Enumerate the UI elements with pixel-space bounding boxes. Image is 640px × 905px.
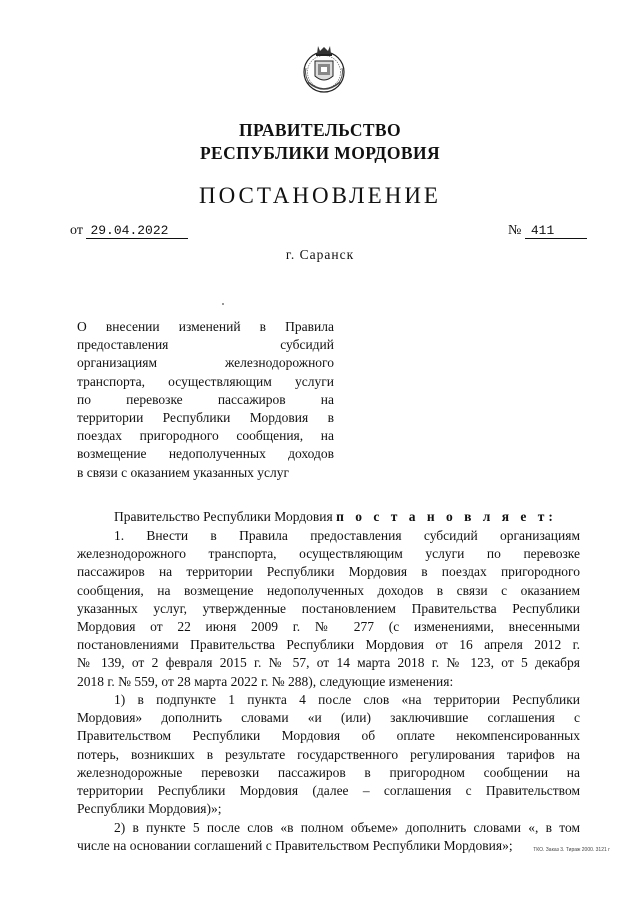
paragraph-line: 1) в подпункте 1 пункта 4 после слов «на территории Республики: [114, 692, 580, 707]
government-title-line2: РЕСПУБЛИКИ МОРДОВИЯ: [199, 143, 441, 163]
subject-line: в связи с оказанием указанных услуг: [77, 464, 290, 480]
paragraph-line: 2018 г. № 559, от 28 марта 2022 г. № 288), следующие изменения:: [77, 673, 454, 689]
paragraph-line: железнодорожные перевозки пассажиров в пригородном сообщении на: [77, 764, 580, 780]
intro-line: [114, 508, 557, 526]
document-number: 411: [525, 224, 587, 239]
paragraph-line: железнодорожного транспорта, осуществляющим услуги по перевозке: [77, 546, 580, 562]
paragraph-line: территории Республики Мордовия (далее – соглашения с Правительством: [77, 782, 580, 798]
number-line: [508, 223, 587, 239]
document-subject: [77, 318, 334, 482]
paragraph-1: [77, 527, 580, 691]
paragraph-line: пассажиров на территории Республики Мордовия в поездах пригородного: [77, 564, 580, 580]
subject-line: возмещение недополученных доходов: [77, 446, 334, 462]
subject-line: организациям железнодорожного: [77, 355, 334, 371]
subject-line: транспорта, осуществляющим услуги: [77, 373, 334, 389]
paragraph-3: [77, 819, 580, 855]
paragraph-line: № 139, от 2 февраля 2015 г. № 57, от 14 марта 2018 г. № 123, от 5 декабря: [77, 655, 580, 671]
date-prefix: от: [70, 223, 83, 238]
government-title-line1: ПРАВИТЕЛЬСТВО: [238, 120, 402, 140]
paragraph-line: указанных услуг, утвержденные постановлением Правительства Республики: [77, 600, 580, 616]
paragraph-line: 1. Внести в Правила предоставления субсидий организациям: [114, 528, 580, 543]
paragraph-2: [77, 691, 580, 818]
paragraph-line: постановлениями Правительства Республики Мордовия от 16 апреля 2012 г.: [77, 637, 580, 653]
document-type: ПОСТАНОВЛЕНИЕ: [199, 183, 441, 208]
decree-word: п о с т а н о в л я е т:: [336, 509, 557, 524]
paragraph-line: 2) в пункте 5 после слов «в полном объеме» дополнить словами «, в том: [114, 820, 580, 835]
paragraph-line: сообщения, на возмещение недополученных доходов в связи с оказанием: [77, 582, 580, 598]
scan-mark: [222, 303, 224, 305]
subject-line: поездах пригородного сообщения, на: [77, 428, 334, 444]
paragraph-line: числе на основании соглашений с Правительством Республики Мордовия»;: [77, 838, 513, 854]
coat-of-arms-emblem: [300, 42, 348, 98]
paragraph-line: Республики Мордовия)»;: [77, 801, 222, 817]
document-date: 29.04.2022: [86, 224, 188, 239]
subject-line: территории Республики Мордовия в: [77, 409, 334, 425]
subject-line: О внесении изменений в Правила: [77, 319, 334, 334]
city: г. Саранск: [285, 247, 355, 262]
paragraph-line: потерь, возникших в результате государственного регулирования тарифов на: [77, 746, 580, 762]
paragraph-line: Правительством Республики Мордовия об оплате некомпенсированных: [77, 728, 580, 744]
print-footer: ТКО. Заказ 3. Тираж 2000. 3121 г: [533, 847, 610, 853]
paragraph-line: Мордовия от 22 июня 2009 г. № 277 (с изменениями, внесенными: [77, 618, 580, 634]
subject-line: по перевозке пассажиров на: [77, 391, 334, 407]
subject-line: предоставления субсидий: [77, 337, 334, 353]
number-prefix: №: [508, 223, 522, 238]
date-line: [70, 223, 188, 239]
paragraph-line: Мордовия» дополнить словами «и (или) заключившие соглашения с: [77, 710, 580, 726]
intro-text: Правительство Республики Мордовия: [114, 509, 333, 524]
